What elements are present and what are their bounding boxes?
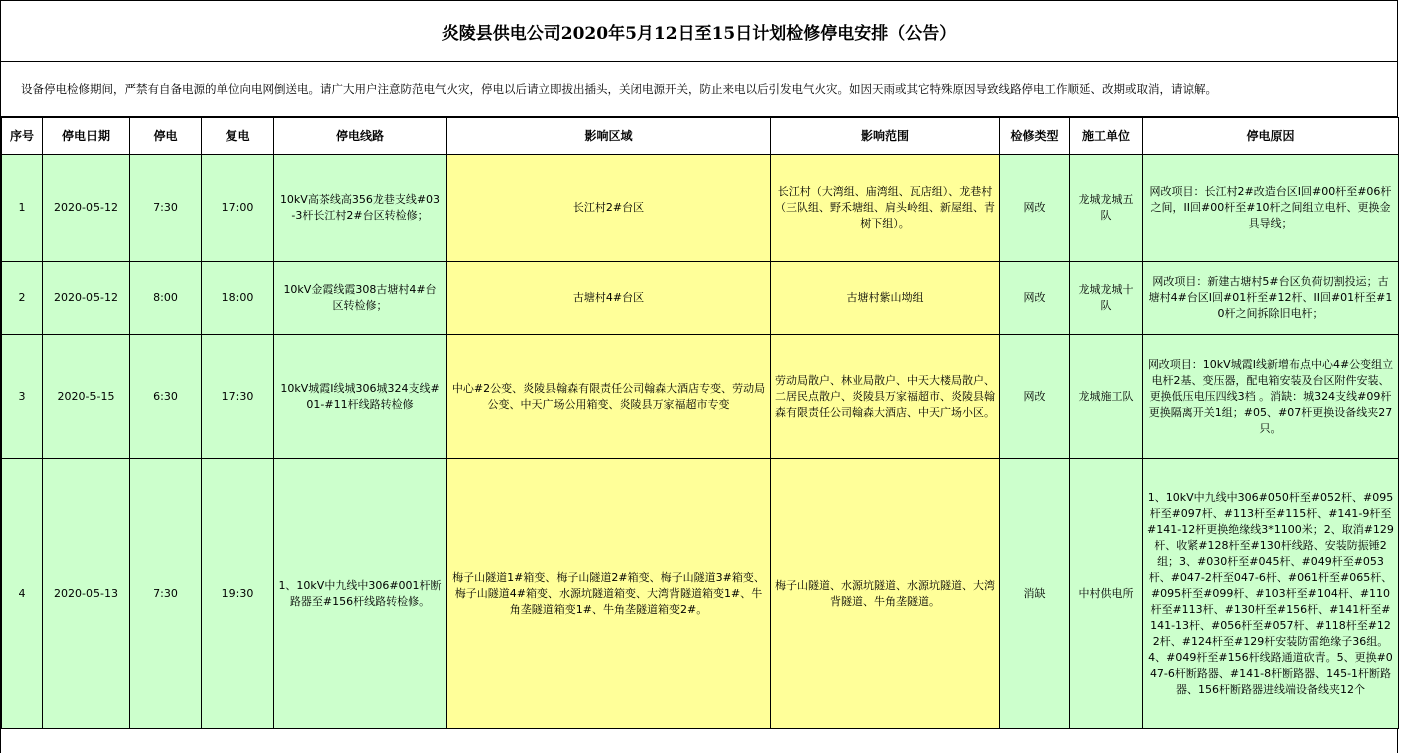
cell-on: 18:00 — [202, 262, 274, 335]
cell-reason: 网改项目：长江村2#改造台区I回#00杆至#06杆之间，II回#00杆至#10杆之间组立电杆、更换金具导线； — [1143, 155, 1399, 262]
cell-area: 长江村2#台区 — [447, 155, 771, 262]
cell-unit: 龙城龙城十队 — [1070, 262, 1143, 335]
cell-scope: 古塘村紫山坳组 — [771, 262, 1000, 335]
header-unit: 施工单位 — [1070, 118, 1143, 155]
cell-off: 6:30 — [130, 335, 202, 459]
notice-text: 设备停电检修期间，严禁有自备电源的单位向电网倒送电。请广大用户注意防范电气火灾，停电以后请立即拔出插头，关闭电源开关，防止来电以后引发电气火灾。如因天雨或其它特殊原因导致线路停电工作顺延、改期或取消，请谅解。 — [1, 62, 1397, 117]
cell-on: 17:00 — [202, 155, 274, 262]
cell-date: 2020-05-13 — [43, 459, 130, 729]
page-title: 炎陵县供电公司2020年5月12日至15日计划检修停电安排（公告） — [1, 0, 1397, 62]
cell-on: 17:30 — [202, 335, 274, 459]
header-line: 停电线路 — [274, 118, 447, 155]
cell-off: 7:30 — [130, 155, 202, 262]
header-on: 复电 — [202, 118, 274, 155]
cell-reason: 网改项目：10kV城霞I线新增布点中心4#公变组立电杆2基、变压器，配电箱安装及台区附件安装、更换低压电压四线3档 。消缺：城324支线#09杆更换隔离开关1组；#05、#07杆更换设备线夹27只。 — [1143, 335, 1399, 459]
cell-type: 网改 — [1000, 155, 1070, 262]
cell-no: 1 — [2, 155, 43, 262]
cell-off: 8:00 — [130, 262, 202, 335]
header-no: 序号 — [2, 118, 43, 155]
cell-line: 10kV金霞线霞308古塘村4#台区转检修； — [274, 262, 447, 335]
table-row — [2, 155, 1399, 262]
header-off: 停电 — [130, 118, 202, 155]
cell-line: 10kV高茶线高356龙巷支线#03-3杆长江村2#台区转检修； — [274, 155, 447, 262]
cell-no: 3 — [2, 335, 43, 459]
cell-unit: 龙城龙城五队 — [1070, 155, 1143, 262]
table-row — [2, 262, 1399, 335]
cell-type: 网改 — [1000, 262, 1070, 335]
cell-scope: 长江村（大湾组、庙湾组、瓦店组）、龙巷村（三队组、野禾塘组、肩头岭组、新屋组、青树下组）。 — [771, 155, 1000, 262]
cell-type: 消缺 — [1000, 459, 1070, 729]
cell-area: 梅子山隧道1#箱变、梅子山隧道2#箱变、梅子山隧道3#箱变、梅子山隧道4#箱变、水源坑隧道箱变、大湾背隧道箱变1#、牛角垄隧道箱变1#、牛角垄隧道箱变2#。 — [447, 459, 771, 729]
cell-scope: 劳动局散户、林业局散户、中天大楼局散户、二居民点散户、炎陵县万家福超市、炎陵县翰森有限责任公司翰森大酒店、中天广场小区。 — [771, 335, 1000, 459]
cell-area: 古塘村4#台区 — [447, 262, 771, 335]
cell-no: 4 — [2, 459, 43, 729]
cell-line: 1、10kV中九线中306#001杆断路器至#156杆线路转检修。 — [274, 459, 447, 729]
header-type: 检修类型 — [1000, 118, 1070, 155]
cell-reason: 1、10kV中九线中306#050杆至#052杆、#095杆至#097杆、#113杆至#115杆、#141-9杆至#141-12杆更换绝缘线3*1100米；2、取消#129杆、收紧#128杆至#130杆线路、安装防振锤2组；3、#030杆至#045杆、#049杆至#053杆、#047-2杆至047-6杆、#061杆至#065杆、#095杆至#099杆、#103杆至#104杆、#110杆至#113杆、#130杆至#156杆、#141杆至#141-13杆、#056杆至#057杆、#118杆至#122杆、#124杆至#129杆安装防雷绝缘子36组。4、#049杆至#156杆线路通道砍青。5、更换#047-6杆断路器、#141-8杆断路器、145-1杆断路器、156杆断路器进线端设备线夹12个 — [1143, 459, 1399, 729]
cell-line: 10kV城霞I线城306城324支线#01-#11杆线路转检修 — [274, 335, 447, 459]
cell-date: 2020-05-12 — [43, 155, 130, 262]
cell-reason: 网改项目：新建古塘村5#台区负荷切割投运；古塘村4#台区I回#01杆至#12杆、II回#01杆至#10杆之间拆除旧电杆； — [1143, 262, 1399, 335]
cell-date: 2020-05-12 — [43, 262, 130, 335]
header-area: 影响区域 — [447, 118, 771, 155]
cell-no: 2 — [2, 262, 43, 335]
header-date: 停电日期 — [43, 118, 130, 155]
header-reason: 停电原因 — [1143, 118, 1399, 155]
cell-type: 网改 — [1000, 335, 1070, 459]
header-row — [2, 118, 1399, 155]
table-row — [2, 335, 1399, 459]
cell-on: 19:30 — [202, 459, 274, 729]
table-row — [2, 459, 1399, 729]
cell-off: 7:30 — [130, 459, 202, 729]
cell-scope: 梅子山隧道、水源坑隧道、水源坑隧道、大湾背隧道、牛角垄隧道。 — [771, 459, 1000, 729]
header-scope: 影响范围 — [771, 118, 1000, 155]
cell-unit: 中村供电所 — [1070, 459, 1143, 729]
cell-date: 2020-5-15 — [43, 335, 130, 459]
cell-unit: 龙城施工队 — [1070, 335, 1143, 459]
cell-area: 中心#2公变、炎陵县翰森有限责任公司翰森大酒店专变、劳动局公变、中天广场公用箱变、炎陵县万家福超市专变 — [447, 335, 771, 459]
outage-table — [1, 117, 1399, 729]
